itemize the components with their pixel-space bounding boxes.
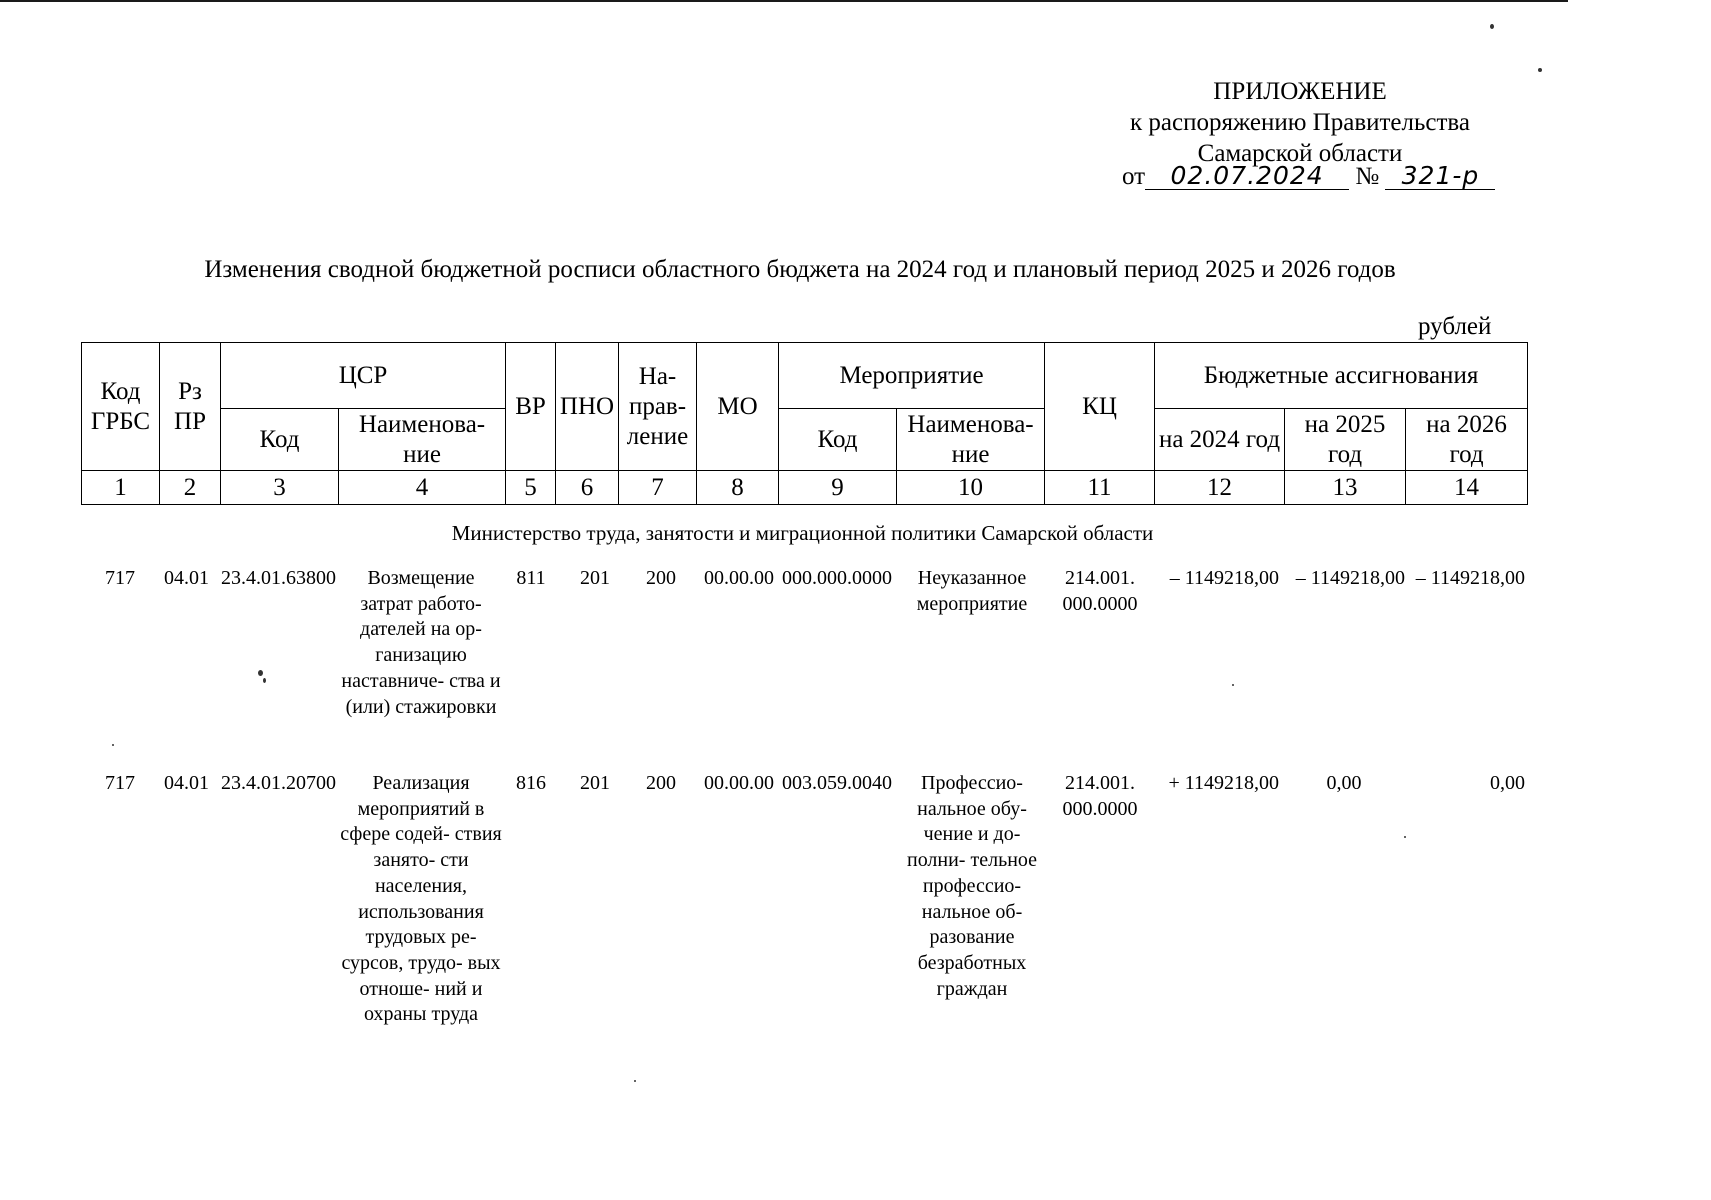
scan-speck [1490, 24, 1494, 29]
cell-2026: – 1149218,00 [1415, 567, 1525, 589]
cell-vr: 811 [516, 567, 546, 589]
cell-2025: – 1149218,00 [1295, 567, 1405, 589]
column-number: 5 [506, 471, 556, 505]
header-vr: ВР [506, 343, 556, 471]
cell-kc: 214.001. 000.0000 [1062, 567, 1138, 615]
header-y2024: на 2024 год [1155, 409, 1285, 471]
cell-vr: 816 [516, 772, 546, 794]
column-number: 12 [1155, 471, 1285, 505]
cell-2025: 0,00 [1326, 772, 1362, 794]
header-napravlenie: На- прав- ление [619, 343, 697, 471]
scan-speck [1538, 68, 1542, 72]
cell-rz-pr: 04.01 [164, 772, 209, 794]
column-number: 10 [897, 471, 1045, 505]
scan-speck [112, 744, 114, 746]
header-mer-name: Наименова- ние [897, 409, 1045, 471]
column-number: 14 [1406, 471, 1528, 505]
cell-mo: 00.00.00 [704, 567, 774, 589]
header-y2025: на 2025 год [1285, 409, 1406, 471]
table-header [81, 342, 1528, 505]
cell-mo: 00.00.00 [704, 772, 774, 794]
column-number: 11 [1045, 471, 1155, 505]
cell-csr-name: Реализация мероприятий в сфере содей- ствия занято- сти населения, использования трудовых ре- сурсов, трудо- вых отноше- ний и охраны труда [340, 772, 502, 1026]
cell-csr-name: Возмещение затрат работо- дателей на ор- ганизацию наставниче- ства и (или) стажировки [341, 567, 501, 718]
cell-grbs: 717 [105, 567, 135, 589]
scan-speck [258, 670, 263, 676]
header-mer-kod: Код [779, 409, 897, 471]
cell-csr-code: 23.4.01.63800 [221, 567, 336, 589]
cell-grbs: 717 [105, 772, 135, 794]
cell-kc: 214.001. 000.0000 [1062, 772, 1138, 820]
cell-napravlenie: 200 [646, 772, 676, 794]
header-csr: ЦСР [221, 343, 506, 409]
header-mo: МО [697, 343, 779, 471]
column-number: 6 [556, 471, 619, 505]
column-number: 13 [1285, 471, 1406, 505]
column-number: 8 [697, 471, 779, 505]
cell-mer-name: Профессио- нальное обу- чение и до- полни- тельное профессио- нальное об- разование безработных граждан [906, 772, 1038, 1000]
from-label: от [1122, 163, 1146, 190]
header-rz-pr: Рз ПР [160, 343, 221, 471]
header-meropriyatie: Мероприятие [779, 343, 1045, 409]
column-number: 4 [339, 471, 506, 505]
header-pno: ПНО [556, 343, 619, 471]
header-csr-name: Наименова- ние [339, 409, 506, 471]
appendix-title: ПРИЛОЖЕНИЕ [1213, 78, 1387, 105]
appendix-line-2: Самарской области [1197, 140, 1403, 167]
cell-rz-pr: 04.01 [164, 567, 209, 589]
document-title: Изменения сводной бюджетной росписи областного бюджета на 2024 год и плановый период 2025 и 2026 годов [204, 256, 1396, 283]
cell-2024: + 1149218,00 [1168, 772, 1279, 794]
appendix-line-1: к распоряжению Правительства [1129, 109, 1470, 136]
column-number: 9 [779, 471, 897, 505]
column-number: 3 [221, 471, 339, 505]
cell-napravlenie: 200 [646, 567, 676, 589]
cell-mer-code: 003.059.0040 [782, 772, 892, 794]
scan-speck [263, 678, 266, 683]
scan-speck [634, 1080, 636, 1082]
cell-2026: 0,00 [1490, 772, 1525, 794]
scan-speck [1404, 836, 1406, 838]
header-y2026: на 2026 год [1406, 409, 1528, 471]
header-csr-kod: Код [221, 409, 339, 471]
header-assignments: Бюджетные ассигнования [1155, 343, 1528, 409]
column-number: 7 [619, 471, 697, 505]
number-label: № [1355, 163, 1380, 190]
handwritten-date: 02.07.2024 [1145, 163, 1349, 190]
handwritten-number: 321-р [1385, 163, 1495, 190]
cell-mer-code: 000.000.0000 [782, 567, 892, 589]
decree-reference [1122, 163, 1495, 191]
cell-pno: 201 [580, 567, 610, 589]
column-number: 2 [160, 471, 221, 505]
header-kod-grbs: Код ГРБС [82, 343, 160, 471]
header-kc: КЦ [1045, 343, 1155, 471]
cell-csr-code: 23.4.01.20700 [221, 772, 336, 794]
scan-speck [1232, 684, 1234, 686]
scan-top-border [0, 0, 1568, 2]
cell-2024: – 1149218,00 [1169, 567, 1279, 589]
section-title: Министерство труда, занятости и миграционной политики Самарской области [451, 521, 1154, 545]
cell-mer-name: Неуказанное мероприятие [916, 567, 1028, 615]
cell-pno: 201 [580, 772, 610, 794]
currency-unit: рублей [1418, 313, 1492, 340]
column-number: 1 [82, 471, 160, 505]
appendix-block [1100, 76, 1500, 169]
